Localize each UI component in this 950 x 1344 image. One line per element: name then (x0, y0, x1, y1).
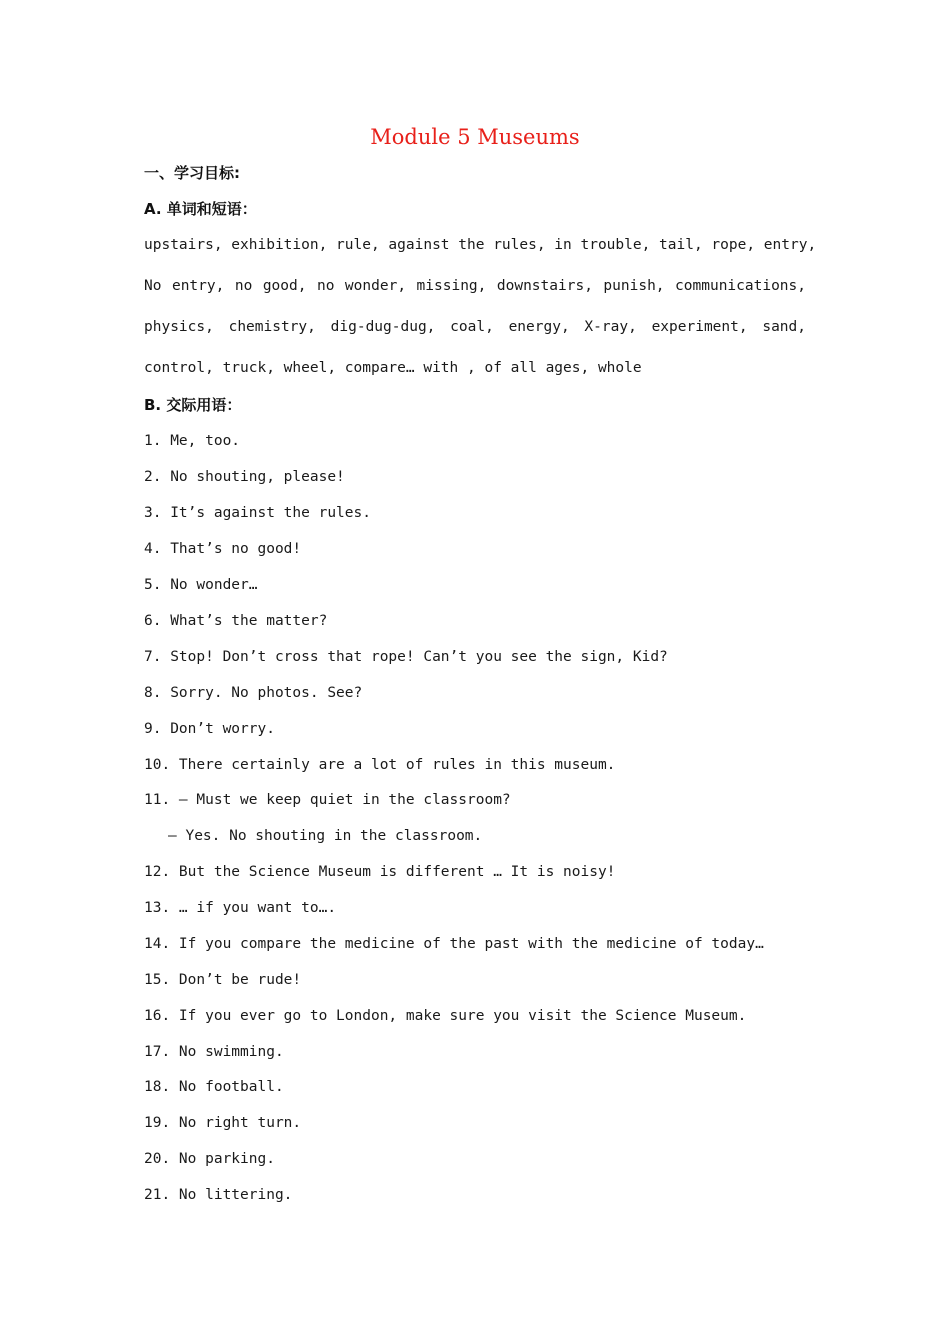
phrase-item: 4. That’s no good! (144, 541, 302, 557)
phrase-item: 1. Me, too. (144, 433, 241, 449)
phrase-item: 13. … if you want to…. (144, 900, 337, 916)
phrase-item: 9. Don’t worry. (144, 721, 275, 737)
section-heading-expressions: B. 交际用语： (144, 396, 242, 414)
phrase-item: 10. There certainly are a lot of rules in this museum. (144, 757, 616, 773)
section-heading-goals: 一、学习目标: (144, 164, 240, 182)
phrase-item: 19. No right turn. (144, 1115, 302, 1131)
vocab-line: physics, chemistry, dig-dug-dug, coal, energy, X-ray, experiment, sand, (144, 319, 806, 335)
vocab-line: control, truck, wheel, compare… with , of all ages, whole (144, 360, 642, 376)
page-title: Module 5 Museums (370, 125, 580, 149)
phrase-item: 21. No littering. (144, 1187, 293, 1203)
phrase-item: 14. If you compare the medicine of the past with the medicine of today… (144, 936, 764, 952)
phrase-item: 8. Sorry. No photos. See? (144, 685, 363, 701)
section-heading-vocabulary: A. 单词和短语： (144, 200, 257, 218)
phrase-item: 5. No wonder… (144, 577, 258, 593)
phrase-item: 16. If you ever go to London, make sure you visit the Science Museum. (144, 1008, 747, 1024)
vocab-line: No entry, no good, no wonder, missing, downstairs, punish, communications, (144, 278, 806, 294)
phrase-item: 6. What’s the matter? (144, 613, 328, 629)
vocab-line: upstairs, exhibition, rule, against the rules, in trouble, tail, rope, entry, (144, 237, 817, 253)
phrase-item: 12. But the Science Museum is different … It is noisy! (144, 864, 616, 880)
phrase-item: 20. No parking. (144, 1151, 275, 1167)
phrase-item: 15. Don’t be rude! (144, 972, 302, 988)
phrase-item-answer: — Yes. No shouting in the classroom. (168, 828, 483, 844)
phrase-item: 17. No swimming. (144, 1044, 284, 1060)
phrase-item: 2. No shouting, please! (144, 469, 345, 485)
phrase-item: 3. It’s against the rules. (144, 505, 371, 521)
phrase-item: 18. No football. (144, 1079, 284, 1095)
phrase-item: 11. — Must we keep quiet in the classroom? (144, 792, 511, 808)
phrase-item: 7. Stop! Don’t cross that rope! Can’t you see the sign, Kid? (144, 649, 668, 665)
